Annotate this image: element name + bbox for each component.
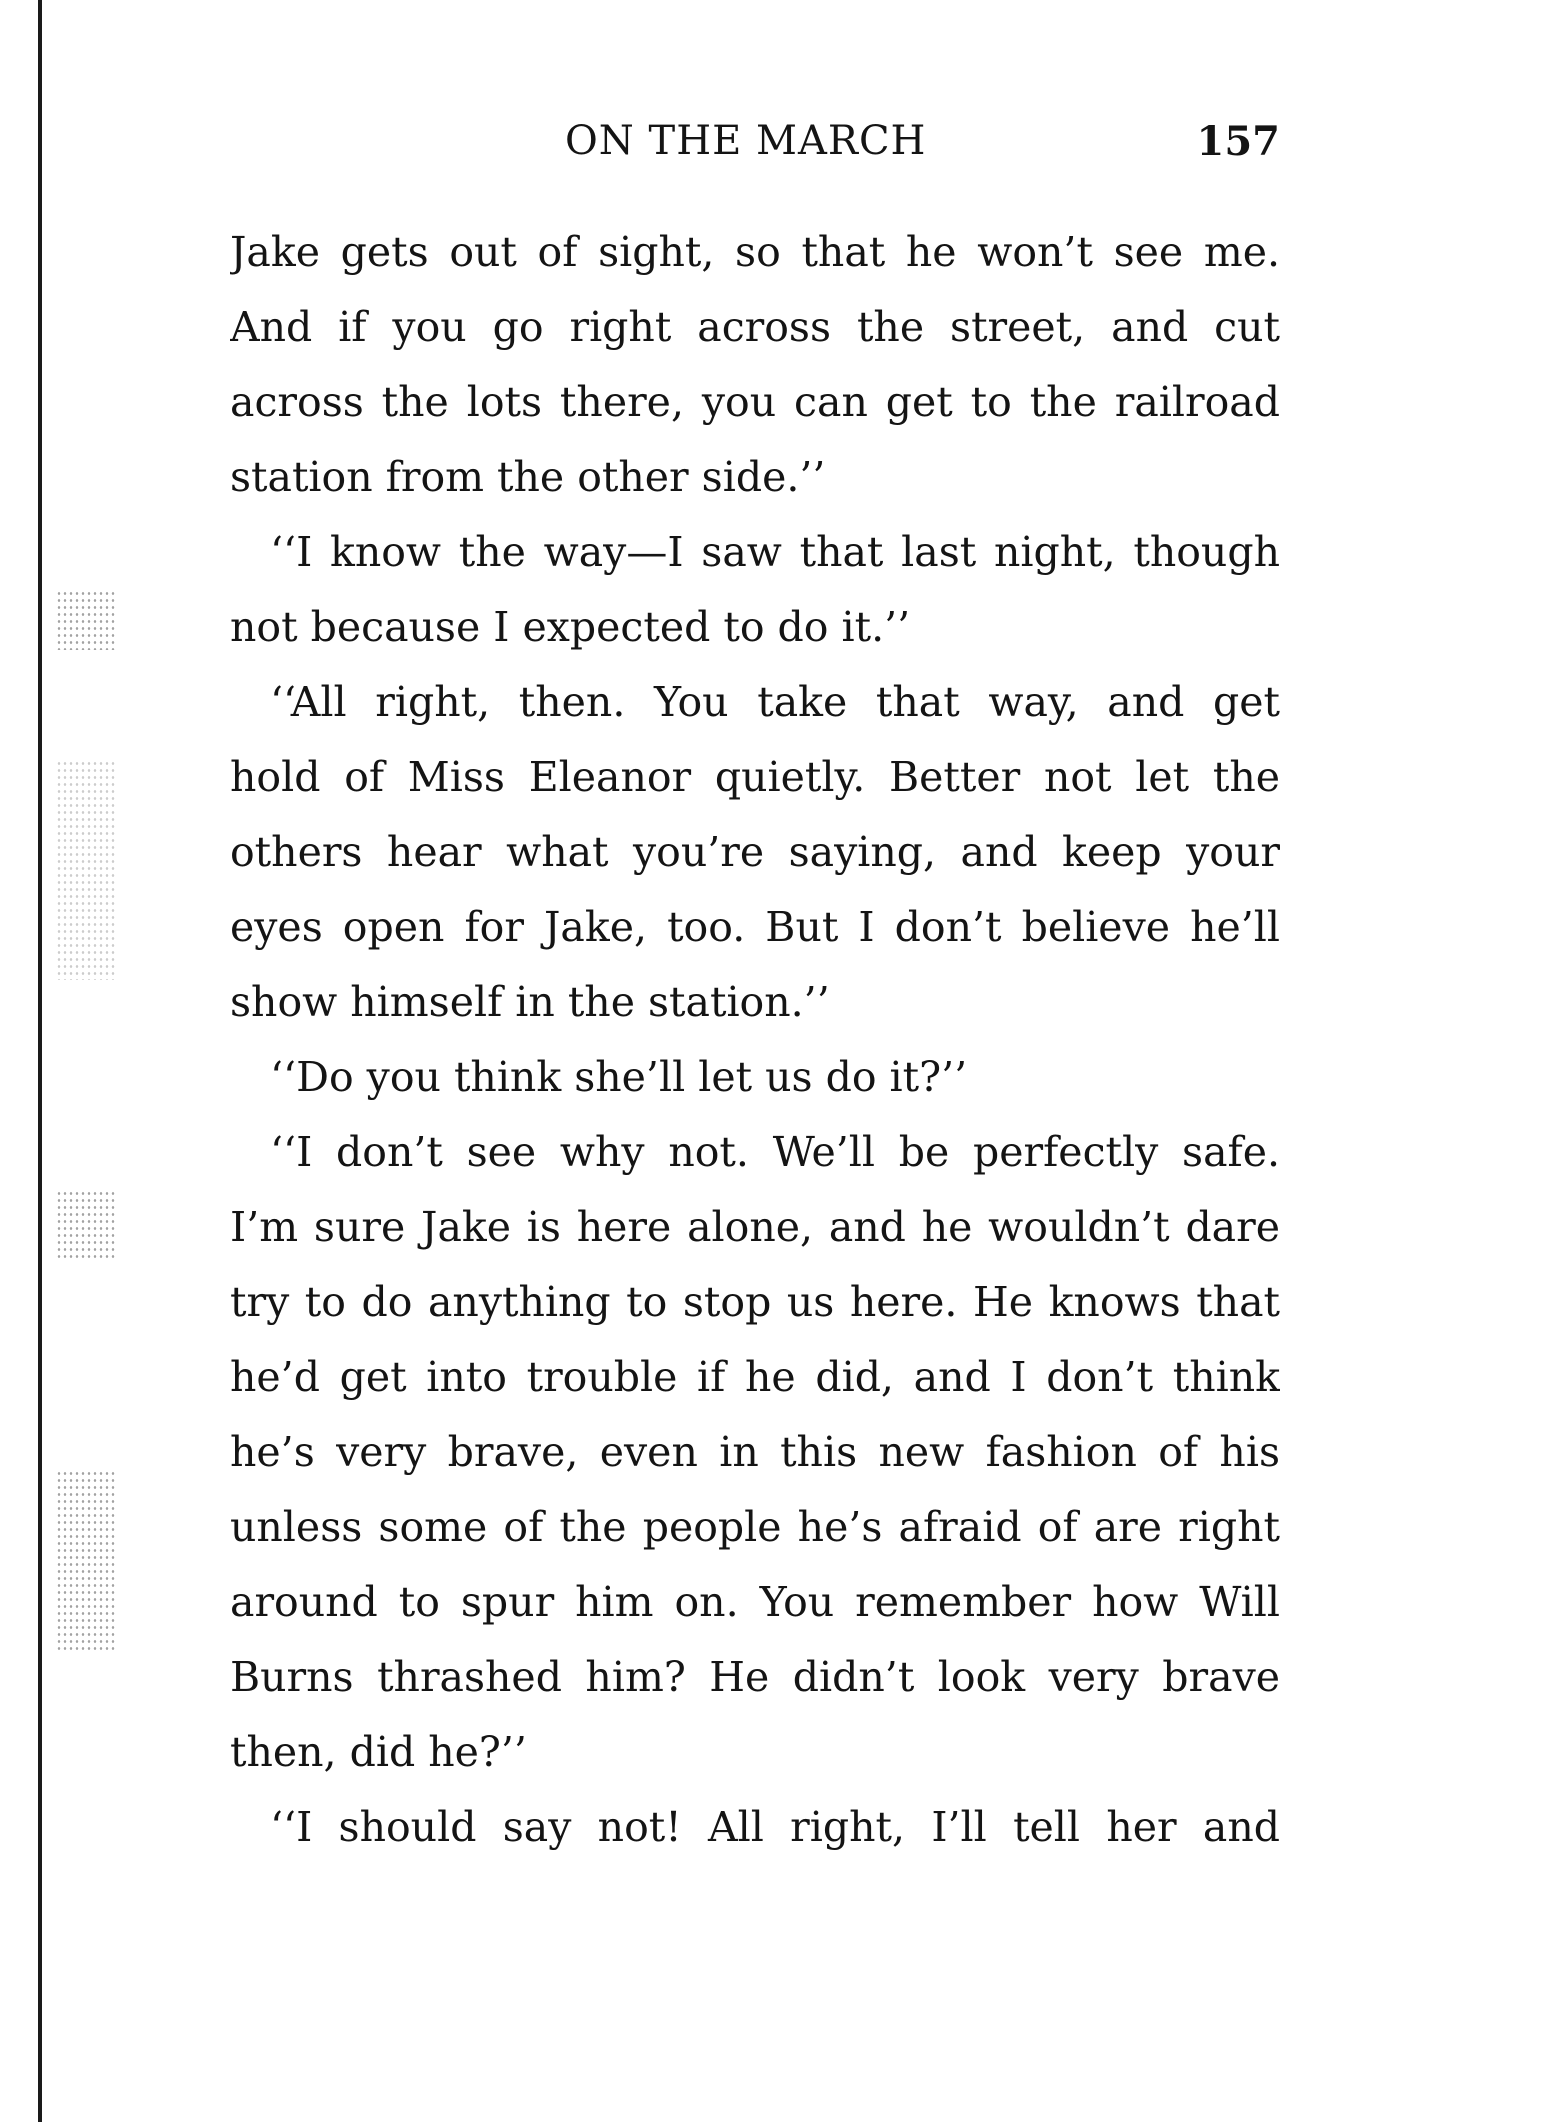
text-line: ‘‘I don’t see why not. We’ll be perfectly safe.	[270, 1128, 1280, 1176]
text-line: he’d get into trouble if he did, and I don’t think	[230, 1353, 1280, 1401]
margin-speckle	[56, 1190, 116, 1260]
text-line: I’m sure Jake is here alone, and he wouldn’t dare	[230, 1203, 1280, 1251]
text-line: ‘‘Do you think she’ll let us do it?’’	[270, 1053, 968, 1101]
text-line: around to spur him on. You remember how Will	[230, 1578, 1280, 1626]
page-header	[230, 118, 1280, 178]
page-number: 157	[1196, 118, 1280, 165]
text-line: ‘‘I know the way—I saw that last night, though	[270, 528, 1280, 576]
paragraph	[230, 665, 1280, 1040]
text-line: show himself in the station.’’	[230, 978, 830, 1026]
paragraph	[230, 1790, 1280, 1865]
text-line: not because I expected to do it.’’	[230, 603, 911, 651]
text-line: then, did he?’’	[230, 1728, 527, 1776]
text-line: hold of Miss Eleanor quietly. Better not let the	[230, 753, 1280, 801]
text-line: unless some of the people he’s afraid of are right	[230, 1503, 1280, 1551]
text-line: Jake gets out of sight, so that he won’t see me.	[230, 228, 1280, 276]
paragraph	[230, 1040, 1280, 1115]
paragraph	[230, 215, 1280, 515]
text-line: ‘‘All right, then. You take that way, and get	[270, 678, 1280, 726]
text-line: Burns thrashed him? He didn’t look very brave	[230, 1653, 1280, 1701]
margin-speckle	[56, 590, 116, 650]
binding-edge	[38, 0, 42, 2122]
text-line: he’s very brave, even in this new fashion of his	[230, 1428, 1280, 1476]
body-text	[230, 215, 1280, 1865]
running-head: ON THE MARCH	[565, 118, 927, 164]
paragraph	[230, 515, 1280, 665]
margin-speckle	[56, 760, 116, 980]
margin-speckle	[56, 1470, 116, 1650]
text-line: ‘‘I should say not! All right, I’ll tell her and	[270, 1803, 1280, 1851]
text-line: others hear what you’re saying, and keep your	[230, 828, 1280, 876]
paragraph	[230, 1115, 1280, 1790]
text-line: across the lots there, you can get to the railroad	[230, 378, 1280, 426]
text-line: eyes open for Jake, too. But I don’t believe he’ll	[230, 903, 1280, 951]
text-line: try to do anything to stop us here. He knows that	[230, 1278, 1280, 1326]
text-line: station from the other side.’’	[230, 453, 826, 501]
text-line: And if you go right across the street, and cut	[230, 303, 1280, 351]
